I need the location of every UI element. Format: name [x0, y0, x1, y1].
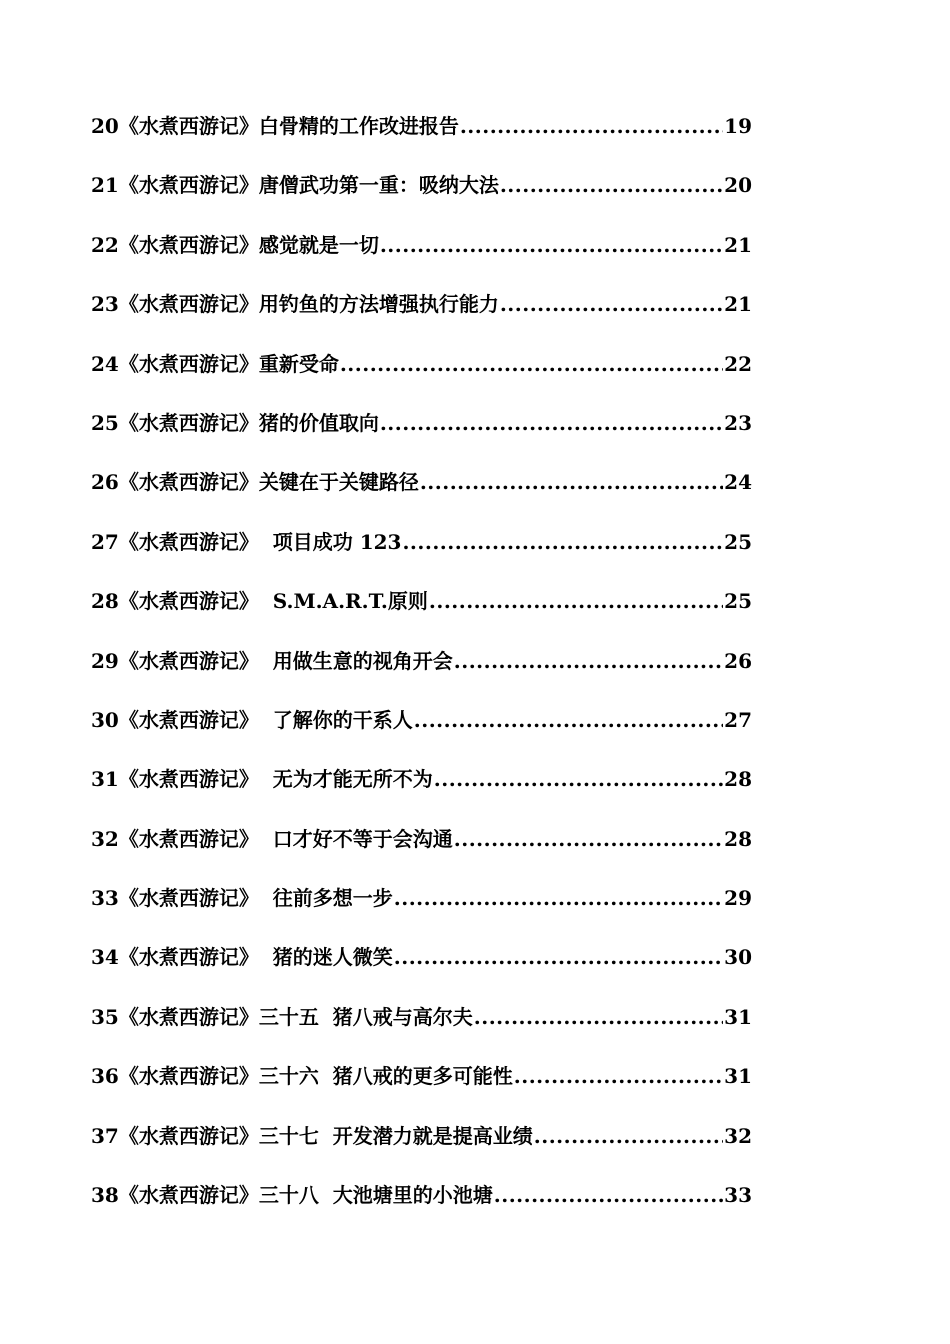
toc-entry-title: 24《水煮西游记》重新受命: [91, 351, 339, 376]
toc-entry-page: 26: [724, 648, 752, 673]
toc-entry-title: 26《水煮西游记》关键在于关键路径: [91, 470, 419, 495]
toc-entry-page: 32: [724, 1123, 752, 1148]
toc-entry-page: 33: [724, 1183, 752, 1208]
toc-entry-page: 28: [724, 826, 752, 851]
toc-entry[interactable]: [91, 818, 752, 877]
toc-entry[interactable]: [91, 461, 752, 520]
toc-entry-page: 25: [724, 589, 752, 614]
toc-entry[interactable]: [91, 877, 752, 936]
toc-entry-title: 21《水煮西游记》唐僧武功第一重：吸纳大法: [91, 173, 499, 198]
toc-entry[interactable]: [91, 1115, 752, 1174]
toc-dot-leader: [460, 105, 723, 147]
toc-dot-leader: [380, 224, 723, 266]
toc-entry-title: 33《水煮西游记》 往前多想一步: [91, 886, 393, 911]
toc-entry[interactable]: [91, 1174, 752, 1233]
toc-entry-title: 29《水煮西游记》 用做生意的视角开会: [91, 648, 453, 673]
toc-entry[interactable]: [91, 105, 752, 164]
toc-dot-leader: [534, 1115, 723, 1157]
toc-entry-page: 21: [724, 292, 752, 317]
toc-entry-page: 21: [724, 232, 752, 257]
toc-entry-page: 24: [724, 470, 752, 495]
toc-entry[interactable]: [91, 758, 752, 817]
toc-entry-page: 28: [724, 767, 752, 792]
toc-entry-title: 30《水煮西游记》 了解你的干系人: [91, 707, 413, 732]
toc-entry-title: 23《水煮西游记》用钓鱼的方法增强执行能力: [91, 292, 499, 317]
toc-entry[interactable]: [91, 1055, 752, 1114]
toc-dot-leader: [474, 996, 723, 1038]
toc-entry-page: 25: [724, 529, 752, 554]
toc-dot-leader: [500, 164, 723, 206]
toc-dot-leader: [514, 1055, 723, 1097]
toc-entry-title: 32《水煮西游记》 口才好不等于会沟通: [91, 826, 453, 851]
toc-entry[interactable]: [91, 164, 752, 223]
toc-entry-page: 23: [724, 410, 752, 435]
toc-entry-page: 31: [724, 1004, 752, 1029]
toc-dot-leader: [420, 461, 723, 503]
toc-entry[interactable]: [91, 936, 752, 995]
toc-dot-leader: [414, 699, 723, 741]
toc-dot-leader: [434, 758, 723, 800]
toc-entry-title: 25《水煮西游记》猪的价值取向: [91, 410, 379, 435]
toc-entry-title: 20《水煮西游记》白骨精的工作改进报告: [91, 114, 459, 138]
toc-dot-leader: [394, 877, 723, 919]
toc-entry-page: 19: [724, 114, 752, 138]
toc-dot-leader: [340, 343, 723, 385]
toc-dot-leader: [380, 402, 723, 444]
toc-entry-page: 29: [724, 886, 752, 911]
toc-entry[interactable]: [91, 996, 752, 1055]
toc-entry-page: 22: [724, 351, 752, 376]
toc-entry-page: 27: [724, 707, 752, 732]
toc-entry-title: 34《水煮西游记》 猪的迷人微笑: [91, 945, 393, 970]
toc-entry-page: 30: [724, 945, 752, 970]
toc-entry-title: 35《水煮西游记》三十五 猪八戒与高尔夫: [91, 1004, 473, 1029]
toc-entry-title: 27《水煮西游记》 项目成功 123: [91, 529, 402, 554]
toc-dot-leader: [394, 936, 723, 978]
toc-entry[interactable]: [91, 699, 752, 758]
toc-entry-title: 28《水煮西游记》 S.M.A.R.T.原则: [91, 589, 428, 614]
table-of-contents: [91, 105, 752, 1233]
toc-entry-title: 31《水煮西游记》 无为才能无所不为: [91, 767, 433, 792]
toc-dot-leader: [429, 580, 723, 622]
toc-entry[interactable]: [91, 521, 752, 580]
toc-dot-leader: [500, 283, 723, 325]
toc-entry[interactable]: [91, 343, 752, 402]
toc-entry-title: 37《水煮西游记》三十七 开发潜力就是提高业绩: [91, 1123, 533, 1148]
toc-dot-leader: [454, 818, 723, 860]
toc-entry[interactable]: [91, 640, 752, 699]
toc-entry-title: 36《水煮西游记》三十六 猪八戒的更多可能性: [91, 1064, 513, 1089]
toc-dot-leader: [402, 521, 723, 563]
toc-entry[interactable]: [91, 224, 752, 283]
toc-entry[interactable]: [91, 283, 752, 342]
toc-dot-leader: [494, 1174, 723, 1216]
toc-entry[interactable]: [91, 580, 752, 639]
toc-entry[interactable]: [91, 402, 752, 461]
toc-dot-leader: [454, 640, 723, 682]
toc-entry-title: 38《水煮西游记》三十八 大池塘里的小池塘: [91, 1183, 493, 1208]
toc-entry-page: 31: [724, 1064, 752, 1089]
toc-entry-page: 20: [724, 173, 752, 198]
toc-entry-title: 22《水煮西游记》感觉就是一切: [91, 232, 379, 257]
